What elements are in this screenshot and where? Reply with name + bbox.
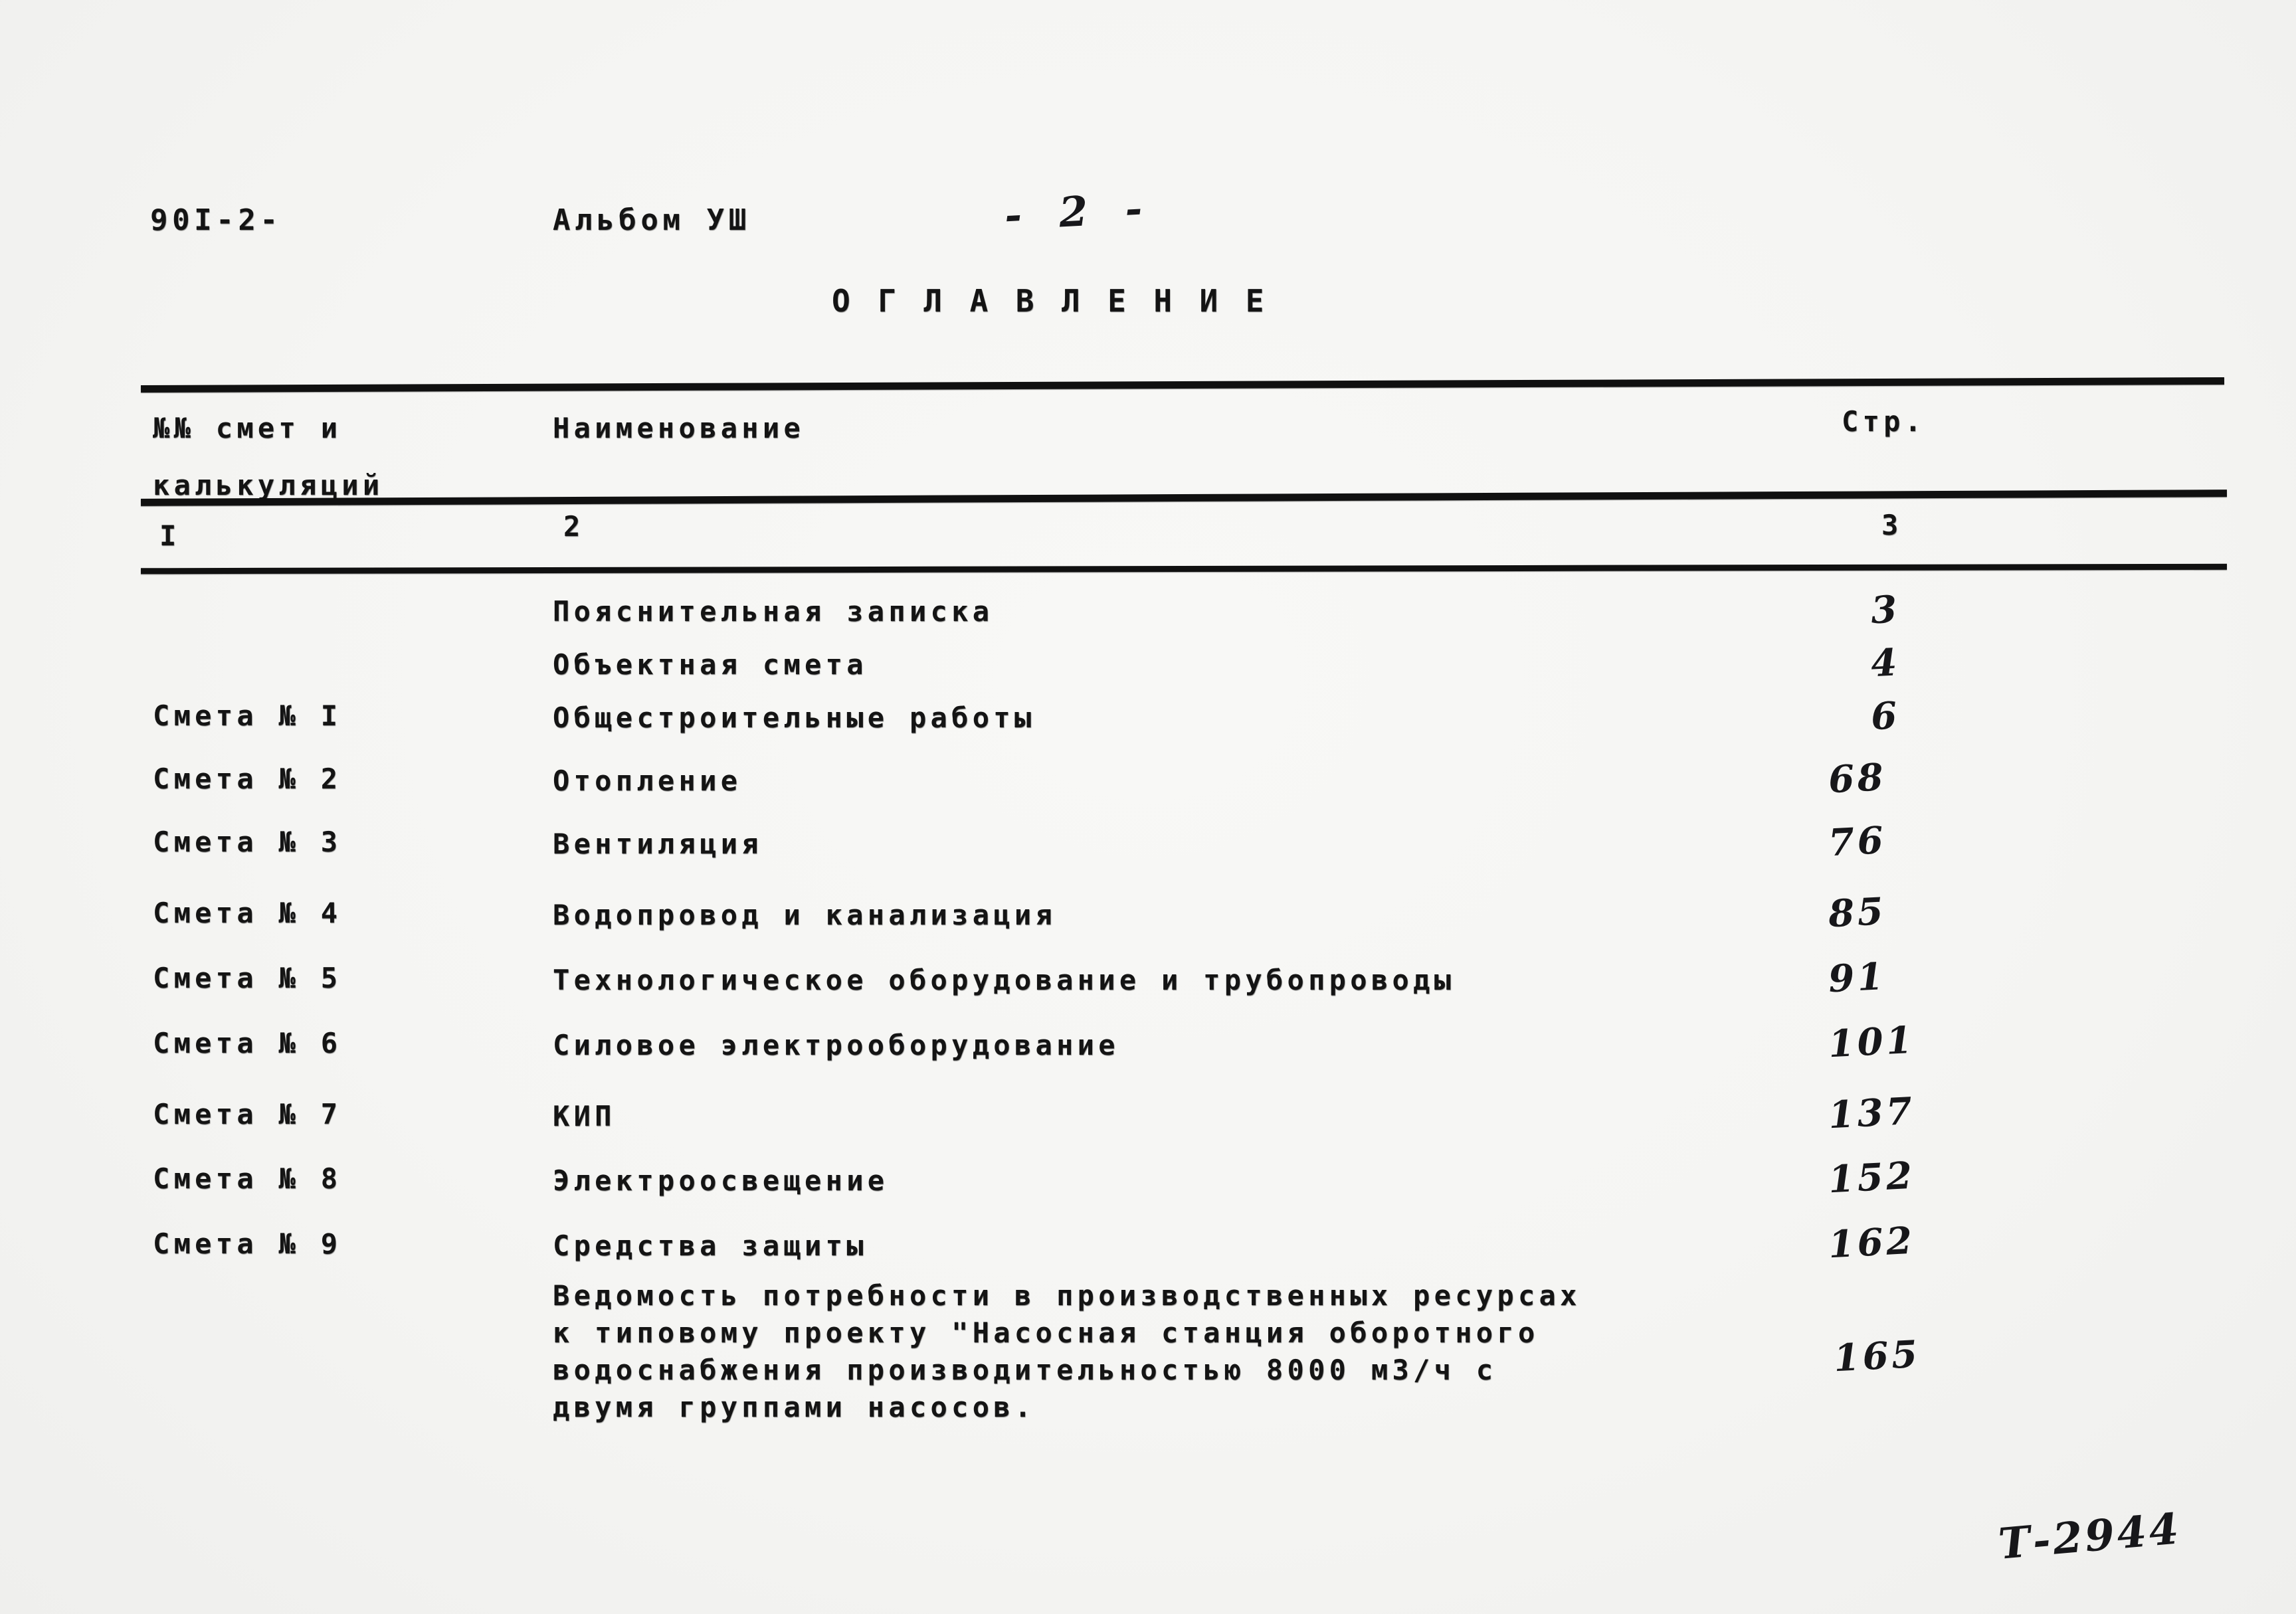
row-page-number: 85 [1827, 889, 1887, 937]
row-page-number: 137 [1827, 1089, 1917, 1138]
row-name: Силовое электрооборудование [553, 1029, 1119, 1061]
row-estimate-no: Смета № 8 [153, 1162, 342, 1195]
row-page-number: 3 [1869, 587, 1901, 633]
row-page-number: 101 [1827, 1018, 1917, 1067]
row-estimate-no: Смета № 2 [153, 762, 342, 795]
table-index-rule [141, 564, 2227, 575]
col-index-3: 3 [1881, 509, 1903, 541]
row-page-number: 6 [1869, 693, 1901, 739]
row-estimate-no: Смета № 3 [153, 826, 342, 858]
row-name: Отопление [553, 764, 742, 797]
toc-title: О Г Л А В Л Е Н И Е [832, 283, 1269, 319]
row-page-number: 76 [1827, 818, 1887, 865]
row-name: Водопровод и канализация [553, 899, 1057, 931]
row-estimate-no: Смета № I [153, 699, 342, 732]
row-name: Объектная смета [553, 648, 868, 681]
col-index-1: I [159, 519, 181, 552]
row-name: Вентиляция [553, 828, 763, 860]
row-name: Средства защиты [553, 1229, 868, 1262]
row-page-number: 162 [1827, 1218, 1917, 1267]
col-header-page: Стр. [1842, 405, 1926, 438]
stamp-number: Т-2944 [1996, 1504, 2184, 1569]
table-top-rule [141, 377, 2224, 393]
row-name: Ведомость потребности в производственных ресурсах к типовому проекту "Насосная станция оборотного водоснабжения производительностью 8000 м3/ч с двумя группами насосов. [553, 1279, 1602, 1423]
row-name: Общестроительные работы [553, 701, 1036, 734]
row-estimate-no: Смета № 7 [153, 1098, 342, 1130]
album-label: Альбом УШ [553, 203, 751, 237]
row-page-number: 152 [1827, 1153, 1917, 1202]
row-estimate-no: Смета № 4 [153, 897, 342, 929]
row-estimate-no: Смета № 5 [153, 962, 342, 994]
row-name: Электроосвещение [553, 1164, 889, 1197]
row-name: Технологическое оборудование и трубопроводы [553, 964, 1456, 996]
col-index-2: 2 [563, 510, 585, 543]
row-page-number: 68 [1827, 755, 1887, 802]
row-page-number: 91 [1827, 954, 1887, 1002]
col-header-name: Наименование [553, 412, 805, 444]
sheet-page-number: - 2 - [1003, 183, 1155, 240]
row-name: Пояснительная записка [553, 595, 994, 628]
row-estimate-no: Смета № 9 [153, 1227, 342, 1260]
table-row [0, 1277, 2296, 1470]
row-name: КИП [553, 1100, 616, 1132]
row-page-number: 4 [1869, 640, 1901, 686]
row-page-number: 165 [1832, 1332, 1922, 1381]
col-header-estimate-no: №№ смет и калькуляций [153, 412, 384, 502]
document-code: 90I-2- [150, 203, 282, 237]
row-estimate-no: Смета № 6 [153, 1027, 342, 1059]
